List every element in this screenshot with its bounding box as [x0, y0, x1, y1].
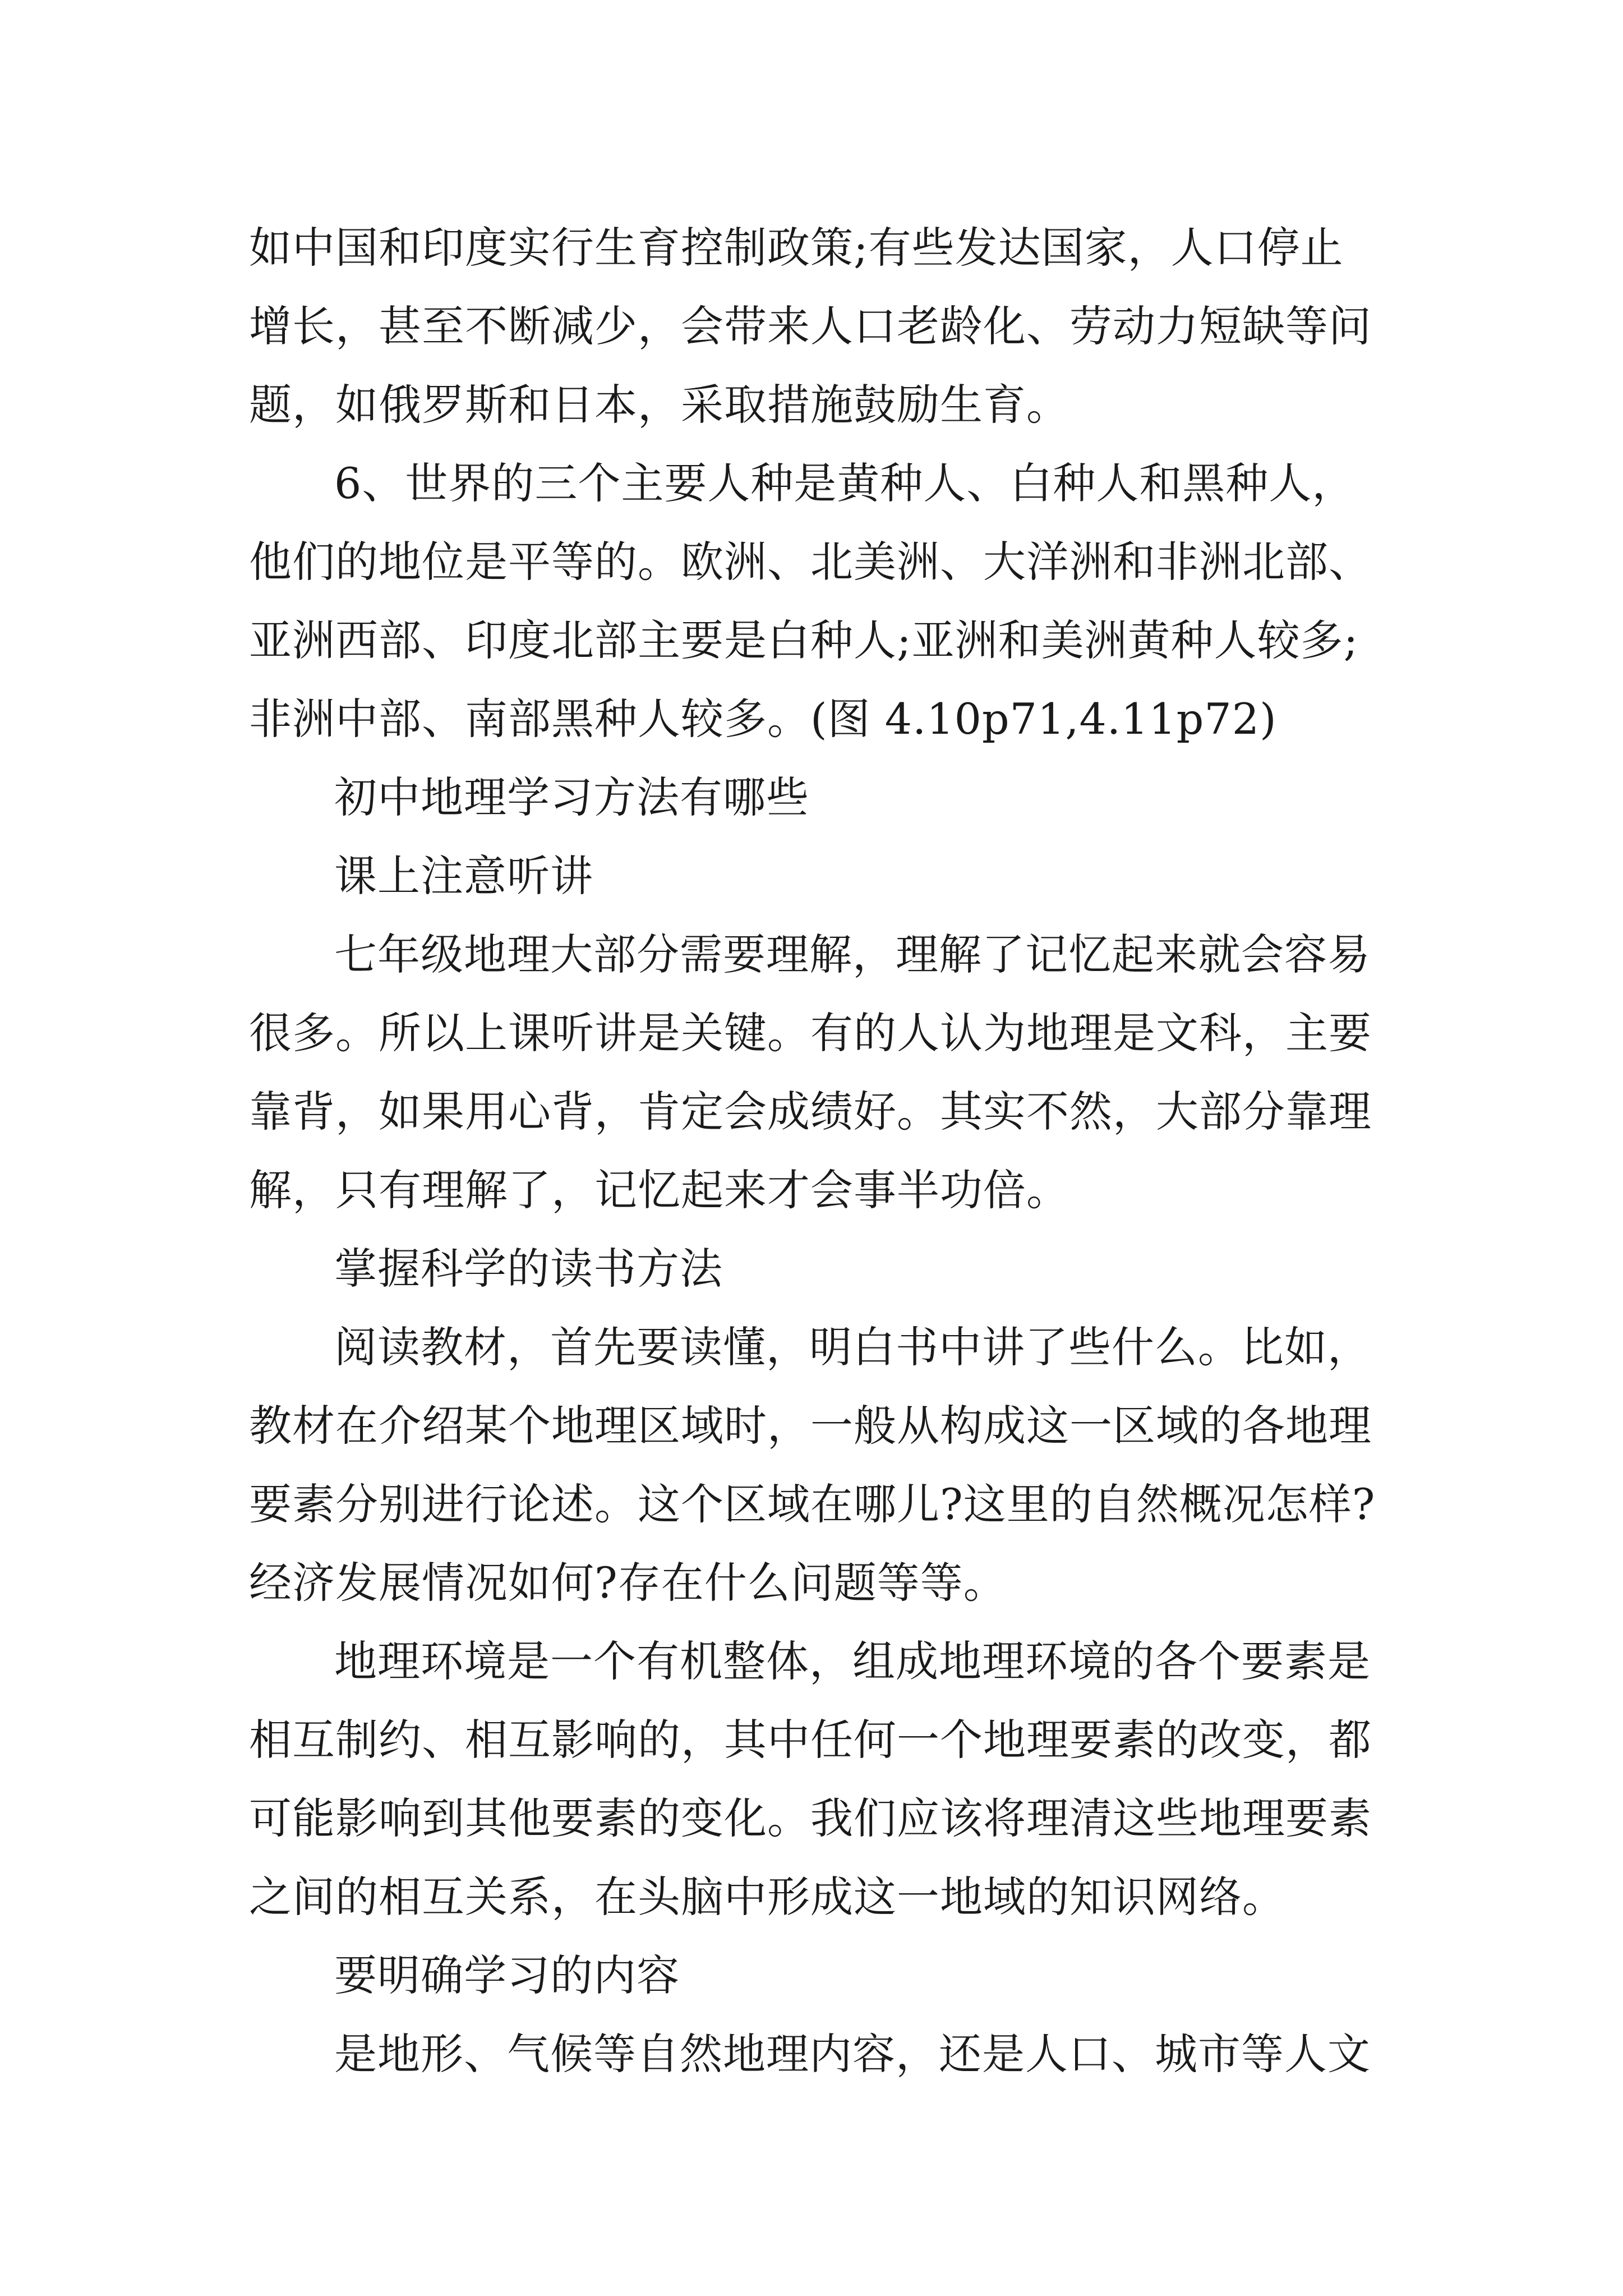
text-line: 如中国和印度实行生育控制政策;有些发达国家，人口停止 [249, 223, 1344, 273]
text-line: 是地形、气候等自然地理内容，还是人口、城市等人文 [334, 2029, 1371, 2079]
document-body [249, 209, 1383, 2093]
text-line: 靠背，如果用心背，肯定会成绩好。其实不然，大部分靠理 [249, 1087, 1372, 1137]
text-line: 很多。所以上课听讲是关键。有的人认为地理是文科，主要 [249, 1008, 1372, 1058]
section-heading: 掌握科学的读书方法 [334, 1244, 723, 1294]
section-heading: 初中地理学习方法有哪些 [334, 772, 809, 822]
text-line: 题，如俄罗斯和日本，采取措施鼓励生育。 [249, 380, 1069, 430]
text-line: 之间的相互关系，在头脑中形成这一地域的知识网络。 [249, 1872, 1285, 1922]
text-line: 经济发展情况如何?存在什么问题等等。 [249, 1558, 1007, 1608]
text-line: 七年级地理大部分需要理解，理解了记忆起来就会容易 [334, 930, 1371, 979]
text-line: 非洲中部、南部黑种人较多。(图 4.10p71,4.11p72) [249, 694, 1277, 744]
section-heading: 要明确学习的内容 [334, 1950, 680, 2000]
text-line: 地理环境是一个有机整体，组成地理环境的各个要素是 [334, 1636, 1371, 1686]
section-heading: 课上注意听讲 [334, 851, 593, 901]
text-line: 解，只有理解了，记忆起来才会事半功倍。 [249, 1165, 1069, 1215]
text-line: 可能影响到其他要素的变化。我们应该将理清这些地理要素 [249, 1793, 1372, 1843]
text-line: 要素分别进行论述。这个区域在哪儿?这里的自然概况怎样? [249, 1479, 1376, 1529]
text-line: 他们的地位是平等的。欧洲、北美洲、大洋洲和非洲北部、 [249, 537, 1372, 587]
text-line: 阅读教材，首先要读懂，明白书中讲了些什么。比如， [334, 1322, 1371, 1372]
text-line: 教材在介绍某个地理区域时，一般从构成这一区域的各地理 [249, 1401, 1372, 1451]
text-line: 6、世界的三个主要人种是黄种人、白种人和黑种人， [334, 458, 1355, 508]
text-line: 相互制约、相互影响的，其中任何一个地理要素的改变，都 [249, 1715, 1372, 1765]
text-line: 亚洲西部、印度北部主要是白种人;亚洲和美洲黄种人较多; [249, 615, 1359, 665]
text-line: 增长，甚至不断减少，会带来人口老龄化、劳动力短缺等问 [249, 301, 1372, 351]
